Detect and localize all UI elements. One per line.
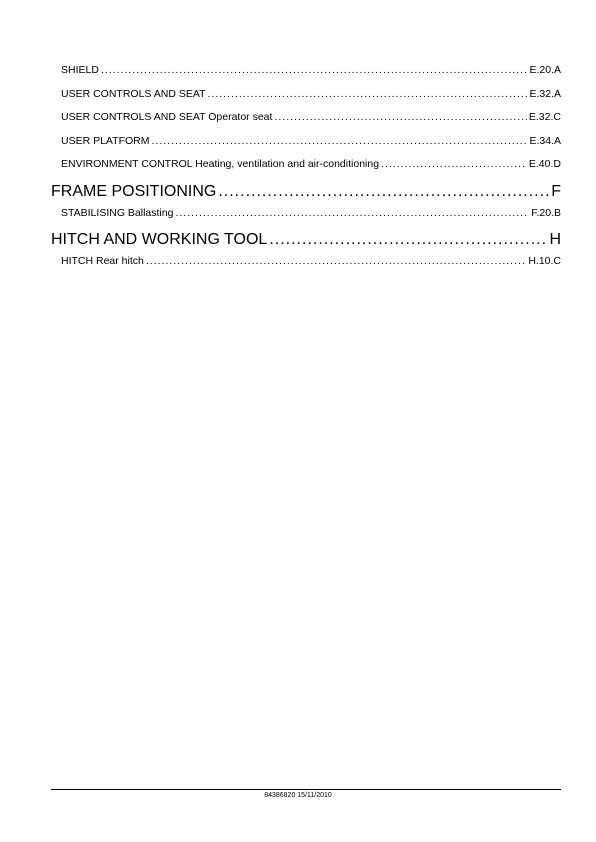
dot-leader: [146, 255, 526, 267]
toc-entry-code: E.32.C: [528, 111, 561, 123]
toc-entry-label: HITCH Rear hitch: [61, 255, 144, 267]
toc-section-heading[interactable]: [51, 230, 561, 249]
toc-entry-code: H.10.C: [528, 255, 561, 267]
toc-entry[interactable]: [61, 158, 561, 170]
toc-section-title: FRAME POSITIONING: [51, 182, 217, 200]
dot-leader: [218, 182, 549, 201]
dot-leader: [274, 111, 526, 123]
toc-section-heading[interactable]: [51, 182, 561, 201]
footer-divider: [51, 789, 561, 790]
table-of-contents: [51, 64, 561, 279]
toc-entry-code: E.34.A: [529, 134, 561, 147]
toc-entry-label: STABILISING Ballasting: [61, 206, 174, 219]
toc-entry-label: SHIELD: [61, 64, 99, 76]
toc-section-code: F: [551, 182, 561, 200]
toc-section-title: HITCH AND WORKING TOOL: [51, 231, 268, 248]
toc-entry-code: E.20.A: [529, 64, 561, 76]
toc-entry[interactable]: [61, 135, 561, 147]
dot-leader: [175, 207, 529, 219]
dot-leader: [101, 64, 528, 76]
dot-leader: [269, 230, 547, 249]
toc-entry-code: E.32.A: [529, 87, 561, 100]
toc-entry[interactable]: [61, 88, 561, 100]
toc-entry-code: F.20.B: [531, 206, 561, 219]
toc-entry[interactable]: [61, 111, 561, 123]
toc-entry-label: ENVIRONMENT CONTROL Heating, ventilation and air-conditioning: [61, 158, 380, 170]
toc-entry-label: USER PLATFORM: [61, 134, 150, 147]
toc-section-code: H: [549, 231, 561, 248]
dot-leader: [208, 88, 528, 100]
dot-leader: [381, 158, 527, 170]
toc-entry[interactable]: [61, 207, 561, 219]
toc-entry[interactable]: [61, 255, 561, 267]
toc-entry-label: USER CONTROLS AND SEAT: [61, 87, 206, 100]
toc-entry[interactable]: [61, 64, 561, 76]
dot-leader: [151, 135, 527, 147]
footer-doc-id-date: 84386820 15/11/2010: [264, 792, 332, 799]
toc-entry-label: USER CONTROLS AND SEAT Operator seat: [61, 111, 273, 123]
toc-entry-code: E.40.D: [528, 158, 561, 170]
